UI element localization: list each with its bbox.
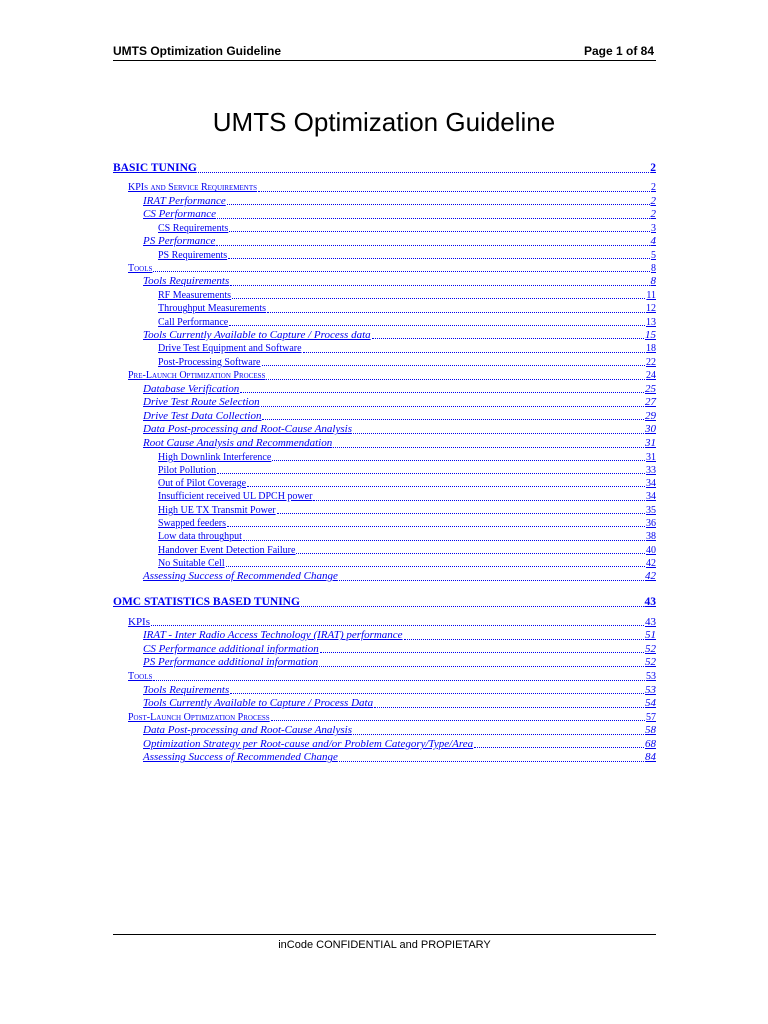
toc-entry-title: Root Cause Analysis and Recommendation	[143, 436, 333, 449]
toc-dot-leader	[226, 566, 645, 567]
toc-entry-title: KPIs	[128, 615, 151, 628]
toc-entry[interactable]	[113, 490, 656, 503]
toc-dot-leader	[217, 218, 649, 219]
toc-dot-leader	[232, 298, 645, 299]
toc-dot-leader	[230, 285, 649, 286]
toc-entry[interactable]	[113, 235, 656, 249]
toc-entry-page: 40	[646, 544, 656, 556]
toc-dot-leader	[217, 473, 645, 474]
toc-dot-leader	[198, 172, 649, 173]
toc-dot-leader	[151, 625, 644, 626]
toc-entry-page: 31	[645, 436, 656, 449]
toc-entry[interactable]	[113, 208, 656, 222]
toc-entry[interactable]	[113, 557, 656, 570]
toc-entry[interactable]	[113, 222, 656, 235]
toc-entry[interactable]	[113, 195, 656, 209]
toc-entry[interactable]	[113, 670, 656, 684]
toc-entry-page: 34	[646, 491, 656, 503]
toc-entry-title: Drive Test Route Selection	[143, 396, 260, 409]
toc-dot-leader	[261, 406, 644, 407]
toc-entry-title: High Downlink Interference	[158, 451, 272, 463]
toc-entry-title: Tools Currently Available to Capture / Process data	[143, 328, 371, 341]
toc-entry-page: 29	[645, 409, 656, 422]
toc-entry-page: 30	[645, 423, 656, 436]
toc-entry-page: 68	[645, 737, 656, 750]
toc-dot-leader	[277, 513, 645, 514]
toc-dot-leader	[230, 693, 644, 694]
toc-entry[interactable]	[113, 329, 656, 343]
toc-entry-title: Pre-Launch Optimization Process	[128, 370, 266, 382]
toc-entry[interactable]	[113, 517, 656, 530]
toc-entry-title: Data Post-processing and Root-Cause Analysis	[143, 724, 352, 737]
toc-entry-page: 2	[650, 194, 656, 207]
toc-entry-title: Tools Currently Available to Capture / Process Data	[143, 697, 374, 710]
toc-entry-title: Data Post-processing and Root-Cause Analysis	[143, 423, 352, 436]
toc-entry-title: Pilot Pollution	[158, 464, 217, 476]
toc-dot-leader	[404, 639, 644, 640]
toc-dot-leader	[271, 720, 645, 721]
toc-dot-leader	[333, 447, 644, 448]
toc-dot-leader	[372, 338, 644, 339]
toc-entry-title: No Suitable Cell	[158, 557, 225, 569]
toc-entry[interactable]	[113, 262, 656, 276]
toc-entry[interactable]	[113, 369, 656, 383]
toc-entry-page: 12	[646, 303, 656, 315]
toc-dot-leader	[229, 325, 645, 326]
toc-entry[interactable]	[113, 275, 656, 289]
toc-dot-leader	[240, 392, 644, 393]
toc-dot-leader	[216, 245, 649, 246]
toc-dot-leader	[320, 652, 644, 653]
toc-dot-leader	[296, 553, 645, 554]
toc-entry[interactable]	[113, 451, 656, 464]
toc-entry[interactable]	[113, 570, 656, 584]
toc-entry-page: 43	[645, 615, 656, 628]
toc-dot-leader	[262, 419, 644, 420]
toc-entry[interactable]	[113, 289, 656, 302]
toc-entry[interactable]	[113, 724, 656, 738]
toc-entry-title: Drive Test Equipment and Software	[158, 343, 302, 355]
toc-entry[interactable]	[113, 711, 656, 725]
toc-entry-page: 8	[650, 275, 656, 288]
toc-entry[interactable]	[113, 544, 656, 557]
toc-dot-leader	[353, 734, 644, 735]
toc-dot-leader	[243, 540, 645, 541]
toc-entry-title: Handover Event Detection Failure	[158, 544, 296, 556]
toc-entry[interactable]	[113, 477, 656, 490]
toc-entry-title: Tools	[128, 262, 153, 274]
toc-dot-leader	[227, 526, 645, 527]
toc-entry-page: 36	[646, 518, 656, 529]
toc-entry-title: Insufficient received UL DPCH power	[158, 491, 313, 503]
toc-dot-leader	[339, 580, 644, 581]
toc-entry-title: BASIC TUNING	[113, 162, 197, 174]
toc-entry[interactable]	[113, 697, 656, 711]
toc-entry[interactable]	[113, 302, 656, 315]
toc-entry-title: PS Performance	[143, 234, 216, 247]
toc-entry-page: 58	[645, 724, 656, 737]
toc-dot-leader	[258, 191, 650, 192]
toc-entry-page: 52	[645, 656, 656, 669]
page-header	[113, 42, 656, 61]
toc-entry-page: 38	[646, 531, 656, 543]
toc-entry-page: 31	[646, 451, 656, 463]
toc-entry-title: Post-Launch Optimization Process	[128, 711, 270, 723]
toc-entry-title: Throughput Measurements	[158, 303, 267, 315]
toc-entry[interactable]	[113, 181, 656, 195]
toc-dot-leader	[339, 761, 644, 762]
toc-entry[interactable]	[113, 437, 656, 451]
toc-entry[interactable]	[113, 530, 656, 543]
toc-dot-leader	[267, 312, 645, 313]
toc-entry-page: 43	[644, 595, 656, 608]
toc-entry-page: 53	[646, 671, 656, 683]
toc-entry-page: 84	[645, 751, 656, 764]
toc-dot-leader	[272, 460, 645, 461]
toc-entry[interactable]	[113, 643, 656, 657]
header-document-title: UMTS Optimization Guideline	[113, 44, 281, 58]
toc-entry-page: 34	[646, 478, 656, 490]
toc-entry-page: 24	[646, 370, 656, 382]
toc-entry[interactable]	[113, 738, 656, 752]
toc-entry[interactable]	[113, 464, 656, 477]
toc-entry-page: 2	[651, 182, 656, 193]
toc-entry-title: Database Verification	[143, 382, 240, 395]
toc-entry[interactable]	[113, 356, 656, 369]
toc-entry-title: OMC STATISTICS BASED TUNING	[113, 595, 300, 608]
toc-dot-leader	[247, 486, 645, 487]
toc-entry-page: 51	[645, 629, 656, 642]
toc-entry[interactable]	[113, 616, 656, 630]
toc-entry[interactable]	[113, 410, 656, 424]
toc-dot-leader	[301, 606, 644, 607]
toc-entry-title: Optimization Strategy per Root-cause and/or Problem Category/Type/Area	[143, 737, 474, 750]
toc-entry-page: 3	[651, 222, 656, 234]
toc-entry-page: 8	[651, 262, 656, 274]
toc-entry-page: 22	[646, 356, 656, 368]
toc-dot-leader	[374, 707, 644, 708]
page-footer: inCode CONFIDENTIAL and PROPIETARY	[113, 934, 656, 951]
toc-entry-title: Post-Processing Software	[158, 356, 261, 368]
toc-entry-page: 52	[645, 642, 656, 655]
toc-entry-page: 42	[646, 557, 656, 569]
toc-entry-title: IRAT Performance	[143, 194, 226, 207]
toc-entry[interactable]	[113, 629, 656, 643]
toc-entry[interactable]	[113, 423, 656, 437]
toc-entry-title: CS Performance	[143, 208, 217, 221]
toc-dot-leader	[303, 352, 645, 353]
toc-entry-title: PS Requirements	[158, 249, 228, 261]
toc-dot-leader	[313, 500, 645, 501]
toc-entry-title: PS Performance additional information	[143, 656, 319, 669]
toc-entry-title: Tools Requirements	[143, 275, 230, 288]
toc-entry-page: 35	[646, 504, 656, 516]
toc-entry[interactable]	[113, 342, 656, 355]
toc-entry[interactable]	[113, 684, 656, 698]
toc-entry-page: 42	[645, 570, 656, 583]
toc-dot-leader	[266, 379, 645, 380]
toc-entry-page: 57	[646, 711, 656, 723]
toc-entry-page: 15	[645, 328, 656, 341]
toc-entry-page: 13	[646, 316, 656, 328]
toc-entry[interactable]	[113, 383, 656, 397]
toc-entry-page: 25	[645, 382, 656, 395]
toc-entry-title: KPIs and Service Requirements	[128, 182, 258, 193]
toc-entry[interactable]	[113, 504, 656, 517]
document-title: UMTS Optimization Guideline	[212, 107, 556, 138]
toc-entry-title: Call Performance	[158, 316, 229, 328]
toc-entry-page: 33	[646, 464, 656, 476]
toc-entry-title: Out of Pilot Coverage	[158, 478, 247, 490]
toc-entry-page: 2	[650, 208, 656, 221]
toc-dot-leader	[353, 433, 644, 434]
toc-dot-leader	[153, 271, 650, 272]
toc-entry[interactable]	[113, 160, 656, 176]
toc-entry-title: High UE TX Transmit Power	[158, 504, 276, 516]
toc-entry[interactable]	[113, 656, 656, 670]
toc-entry-page: 53	[645, 683, 656, 696]
toc-entry-page: 18	[646, 343, 656, 355]
toc-dot-leader	[229, 231, 650, 232]
toc-dot-leader	[227, 204, 650, 205]
table-of-contents	[113, 160, 656, 765]
toc-entry[interactable]	[113, 396, 656, 410]
toc-dot-leader	[228, 258, 650, 259]
toc-dot-leader	[319, 666, 644, 667]
toc-entry-title: Swapped feeders	[158, 518, 227, 529]
toc-entry-title: IRAT - Inter Radio Access Technology (IRAT) performance	[143, 629, 403, 642]
toc-entry-title: CS Performance additional information	[143, 642, 319, 655]
toc-dot-leader	[153, 680, 645, 681]
toc-entry-title: Low data throughput	[158, 531, 242, 543]
toc-entry-page: 4	[650, 234, 656, 247]
toc-entry[interactable]	[113, 316, 656, 329]
toc-entry[interactable]	[113, 594, 656, 610]
toc-entry-title: Assessing Success of Recommended Change	[143, 751, 338, 764]
header-page-number: Page 1 of 84	[583, 44, 654, 58]
toc-entry[interactable]	[113, 751, 656, 765]
toc-entry[interactable]	[113, 249, 656, 262]
toc-entry-title: RF Measurements	[158, 289, 232, 301]
toc-entry-title: Tools	[128, 671, 153, 683]
toc-dot-leader	[262, 365, 646, 366]
toc-entry-title: Tools Requirements	[143, 683, 230, 696]
toc-dot-leader	[474, 747, 644, 748]
toc-entry-title: Drive Test Data Collection	[143, 409, 262, 422]
toc-entry-page: 27	[645, 396, 656, 409]
toc-entry-page: 5	[651, 249, 656, 261]
toc-entry-page: 54	[645, 697, 656, 710]
toc-entry-page: 11	[646, 289, 656, 301]
toc-entry-page: 2	[650, 162, 656, 174]
toc-entry-title: Assessing Success of Recommended Change	[143, 570, 338, 583]
toc-entry-title: CS Requirements	[158, 222, 229, 234]
